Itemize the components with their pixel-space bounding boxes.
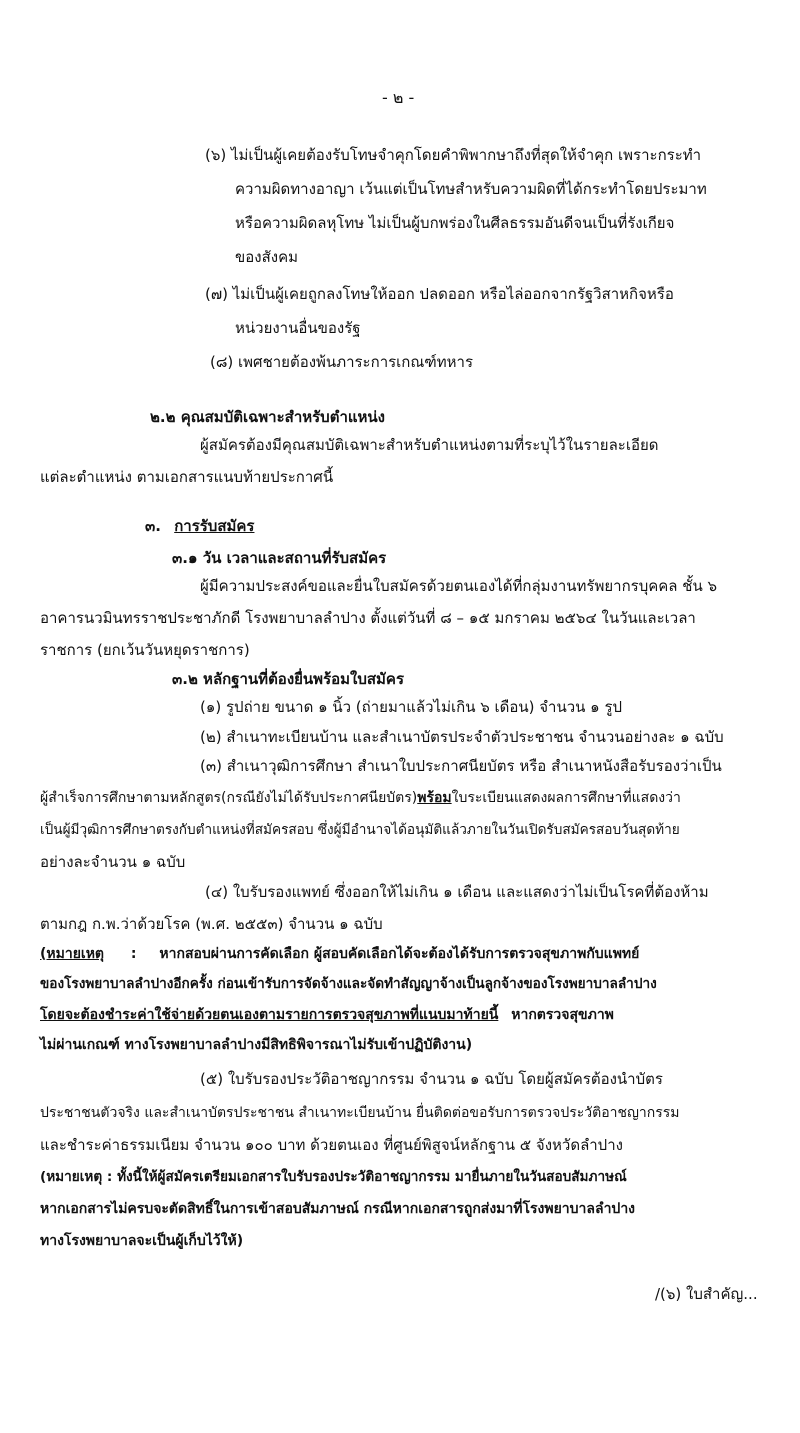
note-1-underlined-cost: โดยจะต้องชำระค่าใช้จ่ายด้วยตนเองตามรายการตรวจสุขภาพที่แนบมาท้ายนี้ — [40, 1007, 499, 1023]
doc-item-3-text-c: ใบระเบียนแสดงผลการศึกษาที่แสดงว่า — [451, 790, 681, 806]
doc-item-5-line-1: (๕) ใบรับรองประวัติอาชญากรรม จำนวน ๑ ฉบับ โดยผู้สมัครต้องนำบัตร — [200, 1070, 663, 1088]
note-2-line-2: หากเอกสารไม่ครบจะตัดสิทธิ์ในการเข้าสอบสัมภาษณ์ กรณีหากเอกสารถูกส่งมาที่โรงพยาบาลลำปาง — [40, 1201, 636, 1217]
item-6-line-2: ความผิดทางอาญา เว้นแต่เป็นโทษสำหรับความผิดที่ได้กระทำโดยประมาท — [235, 180, 707, 198]
note-1-line-3 — [40, 1003, 614, 1027]
note-1-text-health: หากตรวจสุขภาพ — [511, 1007, 614, 1023]
doc-item-3-line-3: เป็นผู้มีวุฒิการศึกษาตรงกับตำแหน่งที่สมัครสอบ ซึ่งผู้มีอำนาจได้อนุมัติแล้วภายในวันเปิดรับสมัครสอบวันสุดท้าย — [40, 822, 680, 838]
doc-item-3-line-2 — [40, 786, 681, 810]
section-3-1-line-2: อาคารนวมินทรราชประชาภักดี โรงพยาบาลลำปาง ตั้งแต่วันที่ ๘ – ๑๕ มกราคม ๒๕๖๔ ในวันและเวลา — [40, 609, 696, 627]
continuation-marker: /(๖) ใบสำคัญ... — [655, 1285, 758, 1303]
note-1-line-1 — [40, 942, 639, 966]
section-3-1-line-3: ราชการ (ยกเว้นวันหยุดราชการ) — [40, 641, 250, 659]
doc-item-2: (๒) สำเนาทะเบียนบ้าน และสำเนาบัตรประจำตัวประชาชน จำนวนอย่างละ ๑ ฉบับ — [200, 728, 724, 746]
doc-item-5-line-2: ประชาชนตัวจริง และสำเนาบัตรประชาชน สำเนาทะเบียนบ้าน ยื่นติดต่อขอรับการตรวจประวัติอาชญากรรม — [40, 1105, 680, 1121]
note-2-line-1: (หมายเหตุ : ทั้งนี้ให้ผู้สมัครเตรียมเอกสารใบรับรองประวัติอาชญากรรม มายื่นภายในวันสอบสัมภาษณ์ — [40, 1169, 627, 1185]
note-1-text: หากสอบผ่านการคัดเลือก ผู้สอบคัดเลือกได้จะต้องได้รับการตรวจสุขภาพกับแพทย์ — [159, 946, 640, 962]
doc-item-5-line-3: และชำระค่าธรรมเนียม จำนวน ๑๐๐ บาท ด้วยตนเอง ที่ศูนย์พิสูจน์หลักฐาน ๕ จังหวัดลำปาง — [40, 1136, 623, 1154]
section-3-2-heading: ๓.๒ หลักฐานที่ต้องยื่นพร้อมใบสมัคร — [172, 670, 405, 688]
item-6-line-4: ของสังคม — [235, 248, 298, 266]
doc-item-4-line-2: ตามกฎ ก.พ.ว่าด้วยโรค (พ.ศ. ๒๕๕๓) จำนวน ๑ ฉบับ — [40, 915, 383, 933]
item-7-line-1: (๗) ไม่เป็นผู้เคยถูกลงโทษให้ออก ปลดออก หรือไล่ออกจากรัฐวิสาหกิจหรือ — [205, 285, 674, 303]
item-6-line-1: (๖) ไม่เป็นผู้เคยต้องรับโทษจำคุกโดยคำพิพากษาถึงที่สุดให้จำคุก เพราะกระทำ — [205, 146, 702, 164]
note-1-line-4: ไม่ผ่านเกณฑ์ ทางโรงพยาบาลลำปางมีสิทธิพิจารณาไม่รับเข้าปฏิบัติงาน) — [40, 1037, 473, 1053]
note-1-label: (หมายเหตุ — [40, 946, 105, 962]
doc-item-3-line-4: อย่างละจำนวน ๑ ฉบับ — [40, 853, 186, 871]
doc-item-3-together: พร้อม — [417, 790, 452, 806]
section-3-1-line-1: ผู้มีความประสงค์ขอและยื่นใบสมัครด้วยตนเองได้ที่กลุ่มงานทรัพยากรบุคคล ชั้น ๖ — [200, 577, 717, 595]
doc-item-1: (๑) รูปถ่าย ขนาด ๑ นิ้ว (ถ่ายมาแล้วไม่เกิน ๖ เดือน) จำนวน ๑ รูป — [200, 698, 623, 716]
page-number: - ๒ - — [382, 88, 415, 107]
section-3-title: การรับสมัคร — [174, 517, 255, 535]
item-8: (๘) เพศชายต้องพ้นภาระการเกณฑ์ทหาร — [210, 353, 474, 371]
section-2-2-heading: ๒.๒ คุณสมบัติเฉพาะสำหรับตำแหน่ง — [150, 408, 386, 426]
item-6-line-3: หรือความผิดลหุโทษ ไม่เป็นผู้บกพร่องในศีลธรรมอันดีจนเป็นที่รังเกียจ — [235, 214, 675, 232]
section-2-2-line-2: แต่ละตำแหน่ง ตามเอกสารแนบท้ายประกาศนี้ — [40, 468, 334, 486]
section-2-2-line-1: ผู้สมัครต้องมีคุณสมบัติเฉพาะสำหรับตำแหน่งตามที่ระบุไว้ในรายละเอียด — [200, 436, 659, 454]
doc-item-4-line-1: (๔) ใบรับรองแพทย์ ซึ่งออกให้ไม่เกิน ๑ เดือน และแสดงว่าไม่เป็นโรคที่ต้องห้าม — [205, 883, 709, 901]
section-3-number: ๓. — [145, 517, 161, 535]
doc-item-3-line-1: (๓) สำเนาวุฒิการศึกษา สำเนาใบประกาศนียบัตร หรือ สำเนาหนังสือรับรองว่าเป็น — [200, 757, 722, 775]
doc-item-3-text-a: ผู้สำเร็จการศึกษาตามหลักสูตร(กรณียังไม่ได้รับประกาศนียบัตร) — [40, 790, 418, 806]
section-3-heading — [145, 514, 254, 538]
note-1-line-2: ของโรงพยาบาลลำปางอีกครั้ง ก่อนเข้ารับการจัดจ้างและจัดทำสัญญาจ้างเป็นลูกจ้างของโรงพยาบาลลำปาง — [40, 976, 657, 992]
item-7-line-2: หน่วยงานอื่นของรัฐ — [235, 319, 361, 337]
section-3-1-heading: ๓.๑ วัน เวลาและสถานที่รับสมัคร — [172, 549, 387, 567]
note-2-line-3: ทางโรงพยาบาลจะเป็นผู้เก็บไว้ให้) — [40, 1233, 244, 1249]
note-1-colon: : — [130, 946, 137, 962]
